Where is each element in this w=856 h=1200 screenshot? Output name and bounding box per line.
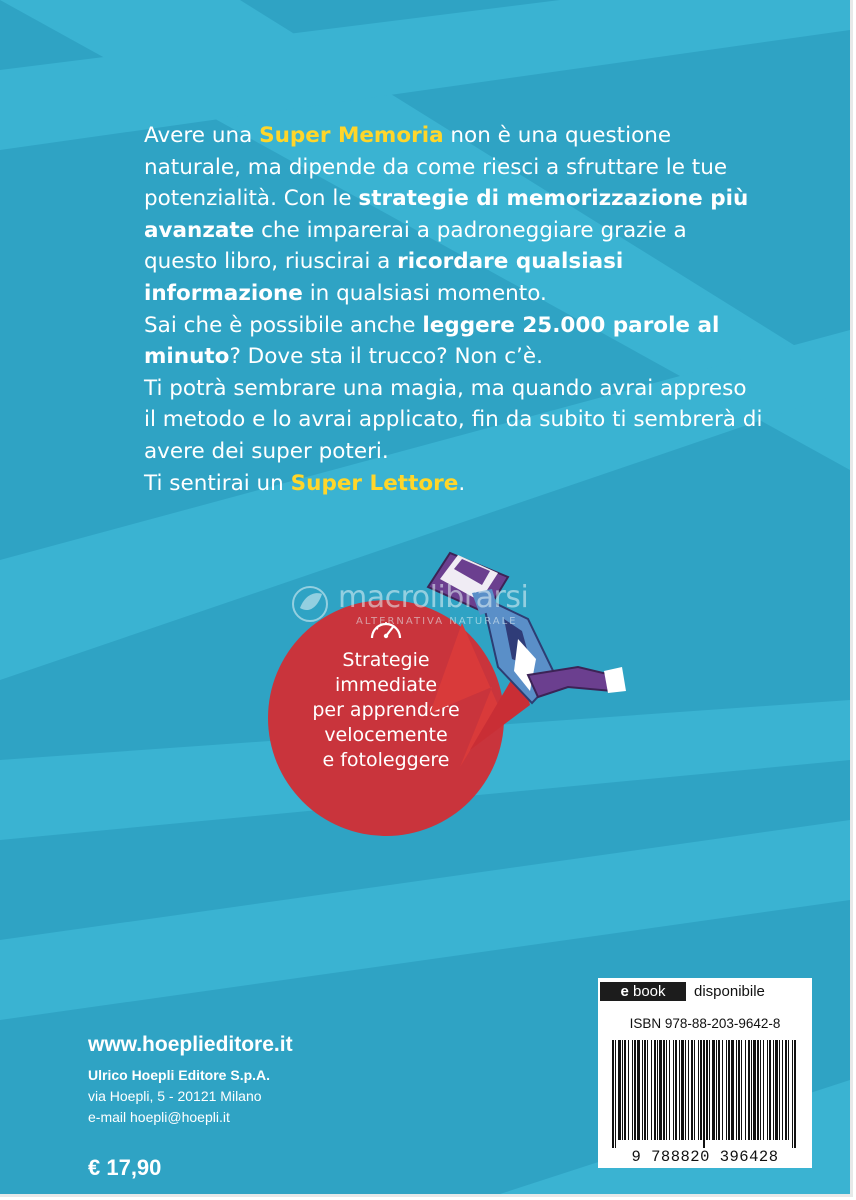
publisher-website: www.hoeplieditore.it bbox=[88, 1033, 293, 1056]
barcode-bar bbox=[666, 1040, 667, 1140]
barcode-bar bbox=[726, 1040, 727, 1140]
badge-line-5: e fotoleggere bbox=[322, 749, 450, 771]
barcode-bar bbox=[788, 1040, 789, 1140]
highlight-super-memoria: Super Memoria bbox=[259, 123, 444, 148]
barcode-bar bbox=[615, 1040, 616, 1148]
barcode-bar bbox=[706, 1040, 708, 1140]
publisher-name: Ulrico Hoepli Editore S.p.A. bbox=[88, 1067, 271, 1083]
barcode-bar bbox=[775, 1040, 778, 1140]
highlight-strategie: strategie di memorizzazione più avanzate bbox=[144, 186, 749, 243]
barcode-bar bbox=[691, 1040, 693, 1140]
barcode-bar bbox=[669, 1040, 670, 1140]
barcode-bar bbox=[769, 1040, 771, 1140]
barcode-bar bbox=[663, 1040, 665, 1140]
watermark bbox=[290, 580, 590, 630]
highlight-super-lettore: Super Lettore bbox=[290, 470, 459, 496]
barcode-bar bbox=[624, 1040, 626, 1140]
watermark-name: macrolibrarsi bbox=[338, 580, 529, 615]
barcode-bar bbox=[632, 1040, 633, 1140]
publisher-block bbox=[88, 1033, 293, 1128]
ebook-label bbox=[598, 978, 812, 1004]
barcode-bar bbox=[779, 1040, 780, 1140]
barcode-bar bbox=[612, 1040, 614, 1148]
barcode-bar bbox=[728, 1040, 730, 1140]
barcode-bar bbox=[637, 1040, 640, 1140]
blurb-paragraph-1: Avere una Super Memoria non è una questione naturale, ma dipende da come riesci a sfruttare le tue potenzialità. Con le strategie di memorizzazione più avanzate che imparerai a padroneggiare grazie a questo libro, riuscirai a ricordare qualsiasi informazione in qualsiasi momento. bbox=[144, 123, 749, 306]
barcode-bar bbox=[738, 1040, 740, 1140]
barcode-bar bbox=[675, 1040, 677, 1140]
blurb-paragraph-3: Ti potrà sembrare una magia, ma quando avrai appreso il metodo e lo avrai applicato, fin da subito ti sembrerà di avere dei super poteri. bbox=[144, 375, 763, 464]
barcode-bar bbox=[700, 1040, 702, 1140]
barcode-bar bbox=[622, 1040, 623, 1140]
badge-line-3: per apprendere bbox=[312, 699, 460, 721]
barcode-bar bbox=[634, 1040, 636, 1140]
barcode-bar bbox=[718, 1040, 720, 1140]
blurb-paragraph-4: Ti sentirai un Super Lettore. bbox=[144, 470, 466, 496]
price: € 17,90 bbox=[88, 1155, 162, 1180]
barcode-bar bbox=[628, 1040, 629, 1140]
barcode-bar bbox=[731, 1040, 734, 1140]
barcode-bar bbox=[745, 1040, 746, 1140]
barcode-bar bbox=[685, 1040, 686, 1140]
barcode-bar bbox=[654, 1040, 656, 1140]
barcode-bar bbox=[767, 1040, 768, 1140]
badge-line-4: velocemente bbox=[324, 724, 448, 746]
barcode-bar bbox=[716, 1040, 717, 1140]
barcode-bar bbox=[792, 1040, 793, 1148]
barcode-box bbox=[598, 978, 812, 1168]
barcode-bar bbox=[698, 1040, 699, 1140]
barcode-bar bbox=[681, 1040, 684, 1140]
barcode-digits: 9 788820 396428 bbox=[631, 1148, 779, 1166]
barcode-bar bbox=[773, 1040, 774, 1140]
barcode-bar bbox=[748, 1040, 750, 1140]
barcode-bar bbox=[694, 1040, 695, 1140]
highlight-ricordare: ricordare qualsiasi informazione bbox=[144, 249, 624, 306]
barcode-bar bbox=[751, 1040, 752, 1140]
barcode-bar bbox=[618, 1040, 621, 1140]
watermark-leaf-icon bbox=[290, 584, 330, 624]
isbn-text: ISBN 978-88-203-9642-8 bbox=[629, 1016, 781, 1031]
barcode-bar bbox=[741, 1040, 742, 1140]
blurb-text bbox=[144, 120, 764, 499]
ebook-status: disponibile bbox=[694, 983, 765, 1000]
barcode-bar bbox=[722, 1040, 723, 1140]
barcode-bars bbox=[608, 1040, 802, 1148]
barcode-bar bbox=[753, 1040, 756, 1140]
barcode-bar bbox=[736, 1040, 737, 1140]
superhero-illustration bbox=[400, 535, 640, 775]
ebook-badge: e book bbox=[600, 982, 686, 1001]
barcode-bar bbox=[794, 1040, 796, 1148]
barcode-bar bbox=[673, 1040, 674, 1140]
publisher-address: via Hoepli, 5 - 20121 Milano bbox=[88, 1088, 262, 1104]
barcode-bar bbox=[782, 1040, 783, 1140]
barcode-bar bbox=[757, 1040, 759, 1140]
barcode-bar bbox=[659, 1040, 662, 1140]
barcode-bar bbox=[642, 1040, 643, 1140]
barcode-bar bbox=[688, 1040, 689, 1140]
barcode-bar bbox=[679, 1040, 680, 1140]
watermark-tagline: ALTERNATIVA NATURALE bbox=[356, 616, 518, 627]
badge-line-1: Strategie bbox=[342, 649, 430, 671]
blurb-paragraph-2: Sai che è possibile anche leggere 25.000 parole al minuto? Dove sta il trucco? Non c’è. bbox=[144, 312, 720, 370]
barcode-bar bbox=[703, 1040, 705, 1148]
barcode-bar bbox=[709, 1040, 710, 1140]
barcode-bar bbox=[644, 1040, 646, 1140]
barcode-bar bbox=[647, 1040, 648, 1140]
barcode-bar bbox=[760, 1040, 761, 1140]
barcode-bar bbox=[651, 1040, 652, 1140]
barcode-bar bbox=[763, 1040, 764, 1140]
barcode-bar bbox=[657, 1040, 658, 1140]
barcode bbox=[598, 1008, 812, 1168]
barcode-bar bbox=[712, 1040, 715, 1140]
highlight-leggere: leggere 25.000 parole al minuto bbox=[144, 312, 720, 370]
publisher-email: e-mail hoepli@hoepli.it bbox=[88, 1109, 230, 1125]
barcode-bar bbox=[785, 1040, 787, 1140]
badge-line-2: immediate bbox=[334, 674, 438, 696]
